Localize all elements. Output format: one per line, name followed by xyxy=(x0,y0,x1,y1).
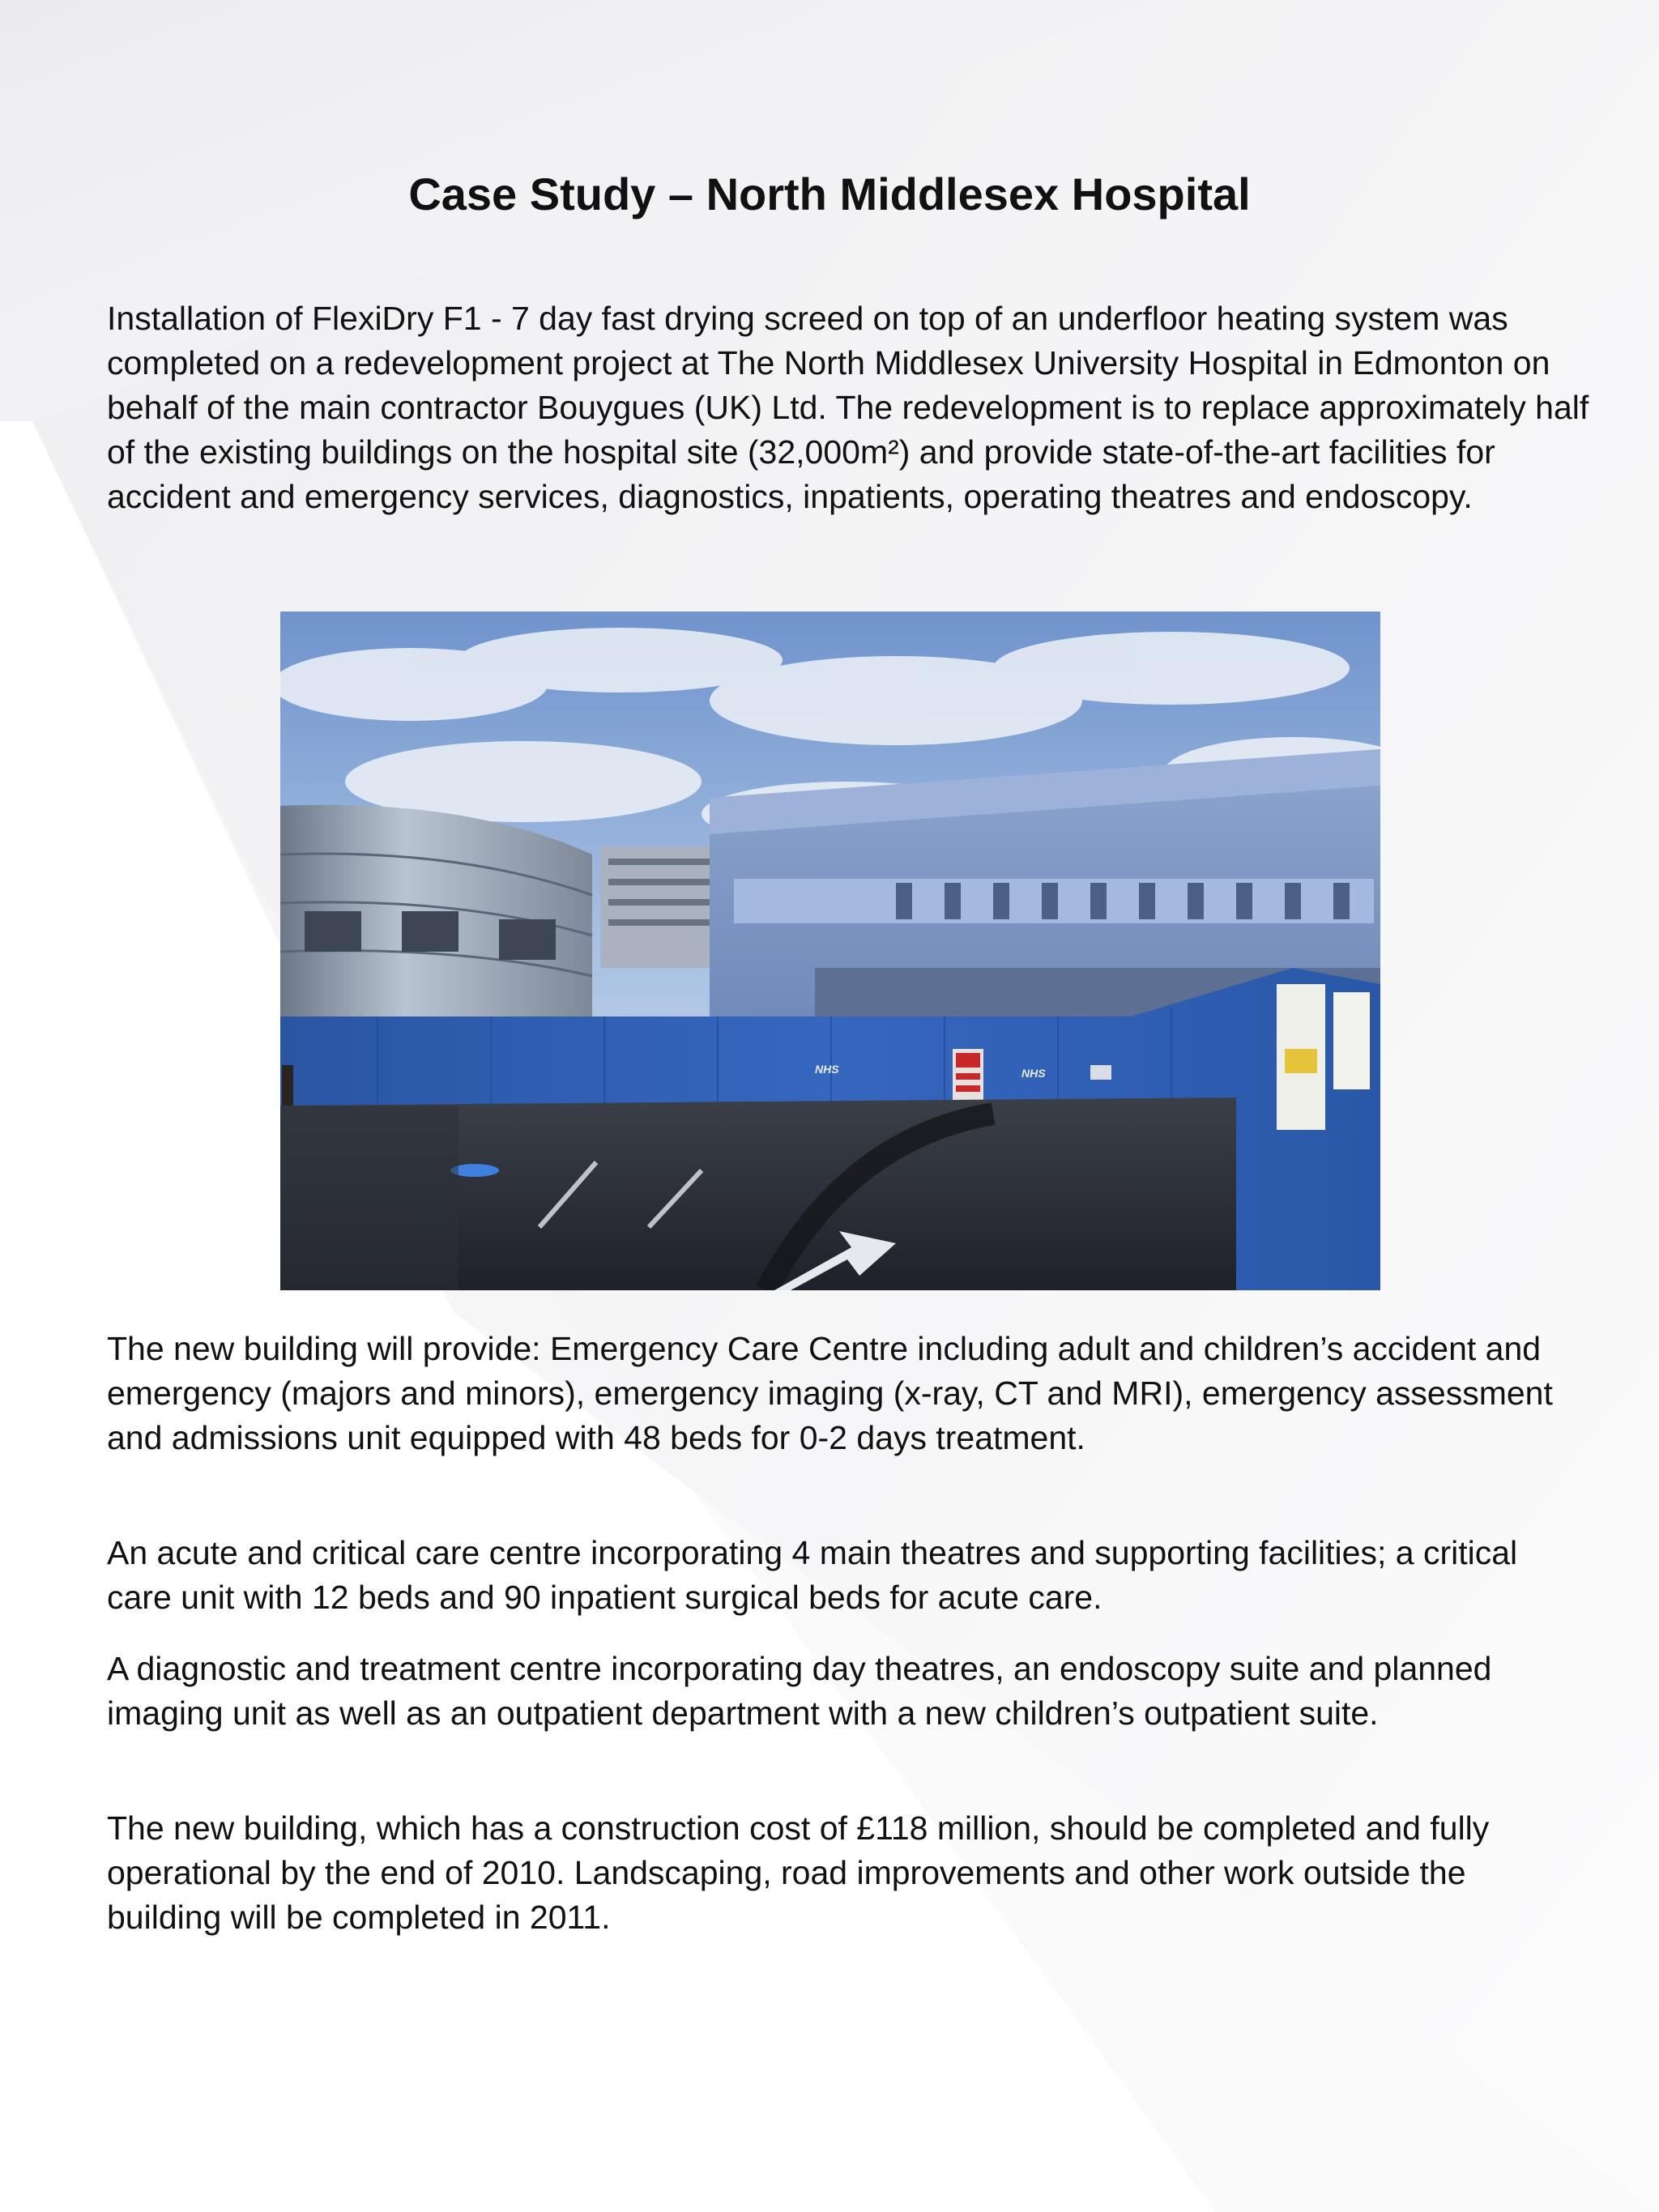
provide-paragraph: The new building will provide: Emergency Care Centre including adult and children’s accident and emergency (majors and minors), emergency imaging (x-ray, CT and MRI), emergency assessment and admissions unit equipped with 48 beds for 0-2 days treatment. xyxy=(107,1330,1553,1456)
acute-care-paragraph: An acute and critical care centre incorporating 4 main theatres and supporting facilities; a critical care unit with 12 beds and 90 inpatient surgical beds for acute care. xyxy=(107,1534,1518,1616)
hospital-photo xyxy=(280,612,1380,1290)
page-title: Case Study – North Middlesex Hospital xyxy=(408,168,1251,219)
cost-paragraph: The new building, which has a construction cost of £118 million, should be completed and fully operational by the end of 2010. Landscaping, road improvements and other work outside the building will be completed in 2011. xyxy=(107,1809,1490,1936)
diagnostic-paragraph: A diagnostic and treatment centre incorporating day theatres, an endoscopy suite and planned imaging unit as well as an outpatient department with a new children’s outpatient suite. xyxy=(107,1650,1492,1732)
intro-paragraph: Installation of FlexiDry F1 - 7 day fast drying screed on top of an underfloor heating system was completed on a redevelopment project at The North Middlesex University Hospital in Edmonton on behalf of the main contractor Bouygues (UK) Ltd. The redevelopment is to replace approximately half of the existing buildings on the hospital site (32,000m²) and provide state-of-the-art facilities for accident and emergency services, diagnostics, inpatients, operating theatres and endoscopy. xyxy=(107,300,1589,515)
hoarding-logo-2: NHS xyxy=(1021,1067,1046,1080)
hoarding-logo-1: NHS xyxy=(815,1063,839,1076)
